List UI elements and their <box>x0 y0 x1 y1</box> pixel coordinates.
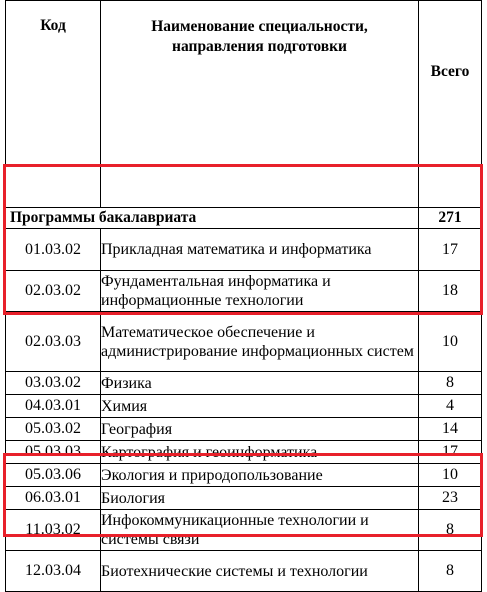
row-total: 8 <box>419 372 482 395</box>
row-code: 03.03.02 <box>6 372 101 395</box>
table-row <box>6 312 482 372</box>
row-name: Фундаментальная информатика и информационные технологии <box>101 271 419 312</box>
row-total: 4 <box>419 395 482 418</box>
row-code: 05.03.06 <box>6 464 101 487</box>
table-header-row <box>6 1 482 208</box>
row-name: Инфокоммуникационные технологии и системы связи <box>101 510 419 551</box>
table-row <box>6 441 482 464</box>
row-name: Картография и геоинформатика <box>101 441 419 464</box>
header-name-line2: направления подготовки <box>172 38 347 55</box>
row-name: Химия <box>101 395 419 418</box>
row-name: Биотехнические системы и технологии <box>101 551 419 592</box>
row-total: 18 <box>419 271 482 312</box>
row-code: 02.03.02 <box>6 271 101 312</box>
row-total: 10 <box>419 464 482 487</box>
row-total: 8 <box>419 510 482 551</box>
row-name: География <box>101 418 419 441</box>
table-row <box>6 510 482 551</box>
row-code: 01.03.02 <box>6 229 101 271</box>
row-name: Биология <box>101 487 419 510</box>
specialties-table <box>5 0 482 592</box>
header-total: Всего <box>419 1 482 208</box>
table-row <box>6 271 482 312</box>
row-code: 12.03.04 <box>6 551 101 592</box>
header-name-line1: Наименование специальности, <box>151 18 368 35</box>
section-label-cell <box>6 208 197 229</box>
row-name: Прикладная математика и информатика <box>101 229 419 271</box>
row-total: 23 <box>419 487 482 510</box>
row-total: 14 <box>419 418 482 441</box>
row-name: Физика <box>101 372 419 395</box>
row-code: 04.03.01 <box>6 395 101 418</box>
table-row <box>6 229 482 271</box>
table-row <box>6 487 482 510</box>
row-total: 8 <box>419 551 482 592</box>
table-row <box>6 372 482 395</box>
row-code: 11.03.02 <box>6 510 101 551</box>
header-code: Код <box>6 1 101 208</box>
row-name: Математическое обеспечение и администрирование информационных систем <box>101 312 419 372</box>
table-row <box>6 395 482 418</box>
row-total: 17 <box>419 229 482 271</box>
row-total: 10 <box>419 312 482 372</box>
row-name: Экология и природопользование <box>101 464 419 487</box>
header-name <box>101 1 419 208</box>
table-row <box>6 551 482 592</box>
row-code: 05.03.03 <box>6 441 101 464</box>
row-code: 06.03.01 <box>6 487 101 510</box>
table-row <box>6 464 482 487</box>
row-code: 02.03.03 <box>6 312 101 372</box>
section-label: Программы бакалавриата <box>10 209 197 226</box>
row-code: 05.03.02 <box>6 418 101 441</box>
table-row <box>6 418 482 441</box>
section-total: 271 <box>419 208 482 229</box>
row-total: 17 <box>419 441 482 464</box>
section-row <box>6 208 482 229</box>
